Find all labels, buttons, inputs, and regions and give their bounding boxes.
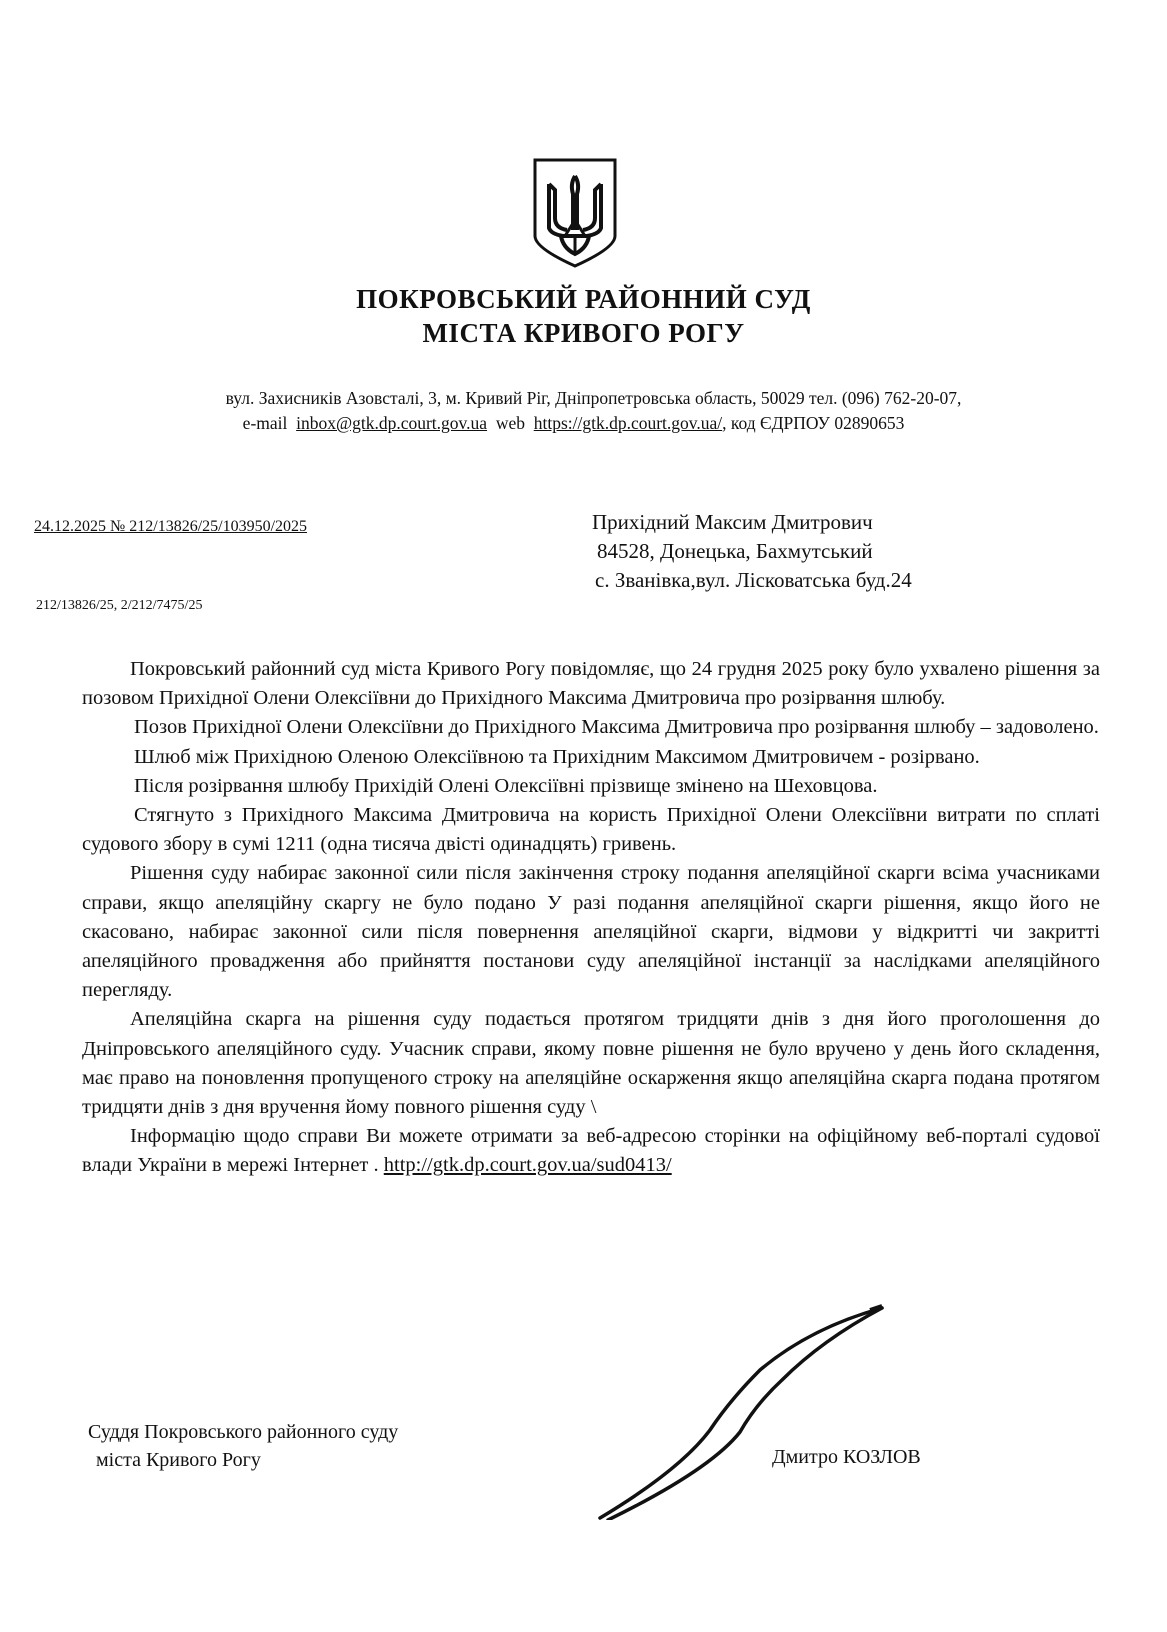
recipient-name: Прихідний Максим Дмитрович (592, 510, 873, 534)
court-name-line2: МІСТА КРИВОГО РОГУ (422, 318, 745, 348)
recipient-address-line1: 84528, Донецька, Бахмутський (597, 539, 873, 563)
handwritten-signature-icon (560, 1300, 920, 1520)
recipient-block (592, 508, 912, 595)
court-contacts (0, 411, 1157, 436)
paragraph-notification: Покровський районний суд міста Кривого Рогу повідомляє, що 24 грудня 2025 року було ухвалено рішення за позовом Прихідної Олени Олексіївни до Прихідного Максима Дмитровича про розірвання шлюбу. (82, 658, 1100, 710)
court-name-line1: ПОКРОВСЬКИЙ РАЙОННИЙ СУД (356, 284, 811, 314)
case-numbers: 212/13826/25, 2/212/7475/25 (36, 598, 203, 613)
paragraph-appeal: Апеляційна скарга на рішення суду подається протягом тридцяти днів з дня його проголошення до Дніпровського апеляційного суду. Учасник справи, якому повне рішення не було вручено у день його складення, має право на поновлення пропущеного строку на апеляційне оскарження якщо апеляційна скарга подана протягом тридцяти днів з дня вручення йому повного рішення суду \ (82, 1008, 1100, 1119)
paragraph-info (82, 1122, 1100, 1180)
paragraph-legal-force: Рішення суду набирає законної сили після закінчення строку подання апеляційної скарги всіма учасниками справи, якщо апеляційну скаргу не було подано У разі подання апеляційної скарги рішення, якщо його не скасовано, набирає законної сили після повернення апеляційної скарги, відмови у відкритті чи закритті апеляційного провадження або прийняття постанови суду апеляційної інстанції за наслідками апеляційного перегляду. (82, 862, 1100, 1002)
paragraph-court-fee: Стягнуто з Прихідного Максима Дмитровича на користь Прихідної Олени Олексіївни витрати по сплаті судового збору в сумі 1211 (одна тисяча двісті одинадцять) гривень. (82, 804, 1100, 856)
email-link[interactable]: inbox@gtk.dp.court.gov.ua (296, 413, 488, 433)
letter-body (82, 655, 1100, 1181)
web-label: web (495, 413, 525, 433)
judge-position-line1: Суддя Покровського районного суду (88, 1421, 399, 1443)
paragraph-marriage-dissolved: Шлюб між Прихідною Оленою Олексіївною та Прихідним Максимом Дмитровичем - розірвано. (134, 745, 980, 768)
judge-name: Дмитро КОЗЛОВ (772, 1446, 921, 1468)
paragraph-claim-granted: Позов Прихідної Олени Олексіївни до Прихідного Максима Дмитровича про розірвання шлюбу – задоволено. (134, 716, 1099, 739)
email-label: e-mail (242, 413, 288, 433)
outgoing-date-number: 24.12.2025 № 212/13826/25/103950/2025 (34, 518, 308, 535)
paragraph-surname-change: Після розірвання шлюбу Прихідій Олені Олексіївні прізвище змінено на Шеховцова. (134, 774, 878, 797)
judge-position (88, 1418, 398, 1474)
court-address: вул. Захисників Азовсталі, 3, м. Кривий Ріг, Дніпропетровська область, 50029 тел. (096) 762-20-07, (225, 388, 962, 408)
recipient-address-line2: с. Званівка,вул. Лісковатська буд.24 (595, 568, 912, 592)
edrpou-code: , код ЄДРПОУ 02890653 (722, 413, 905, 433)
website-link[interactable]: https://gtk.dp.court.gov.ua/ (533, 413, 723, 433)
info-text: Інформацію щодо справи Ви можете отримати за веб-адресою сторінки на офіційному веб-порталі судової влади України в мережі Інтернет . (82, 1125, 1100, 1177)
judge-position-line2: міста Кривого Рогу (96, 1449, 261, 1471)
trident-coat-of-arms-icon (515, 148, 637, 270)
case-info-link[interactable]: http://gtk.dp.court.gov.ua/sud0413/ (383, 1154, 672, 1177)
